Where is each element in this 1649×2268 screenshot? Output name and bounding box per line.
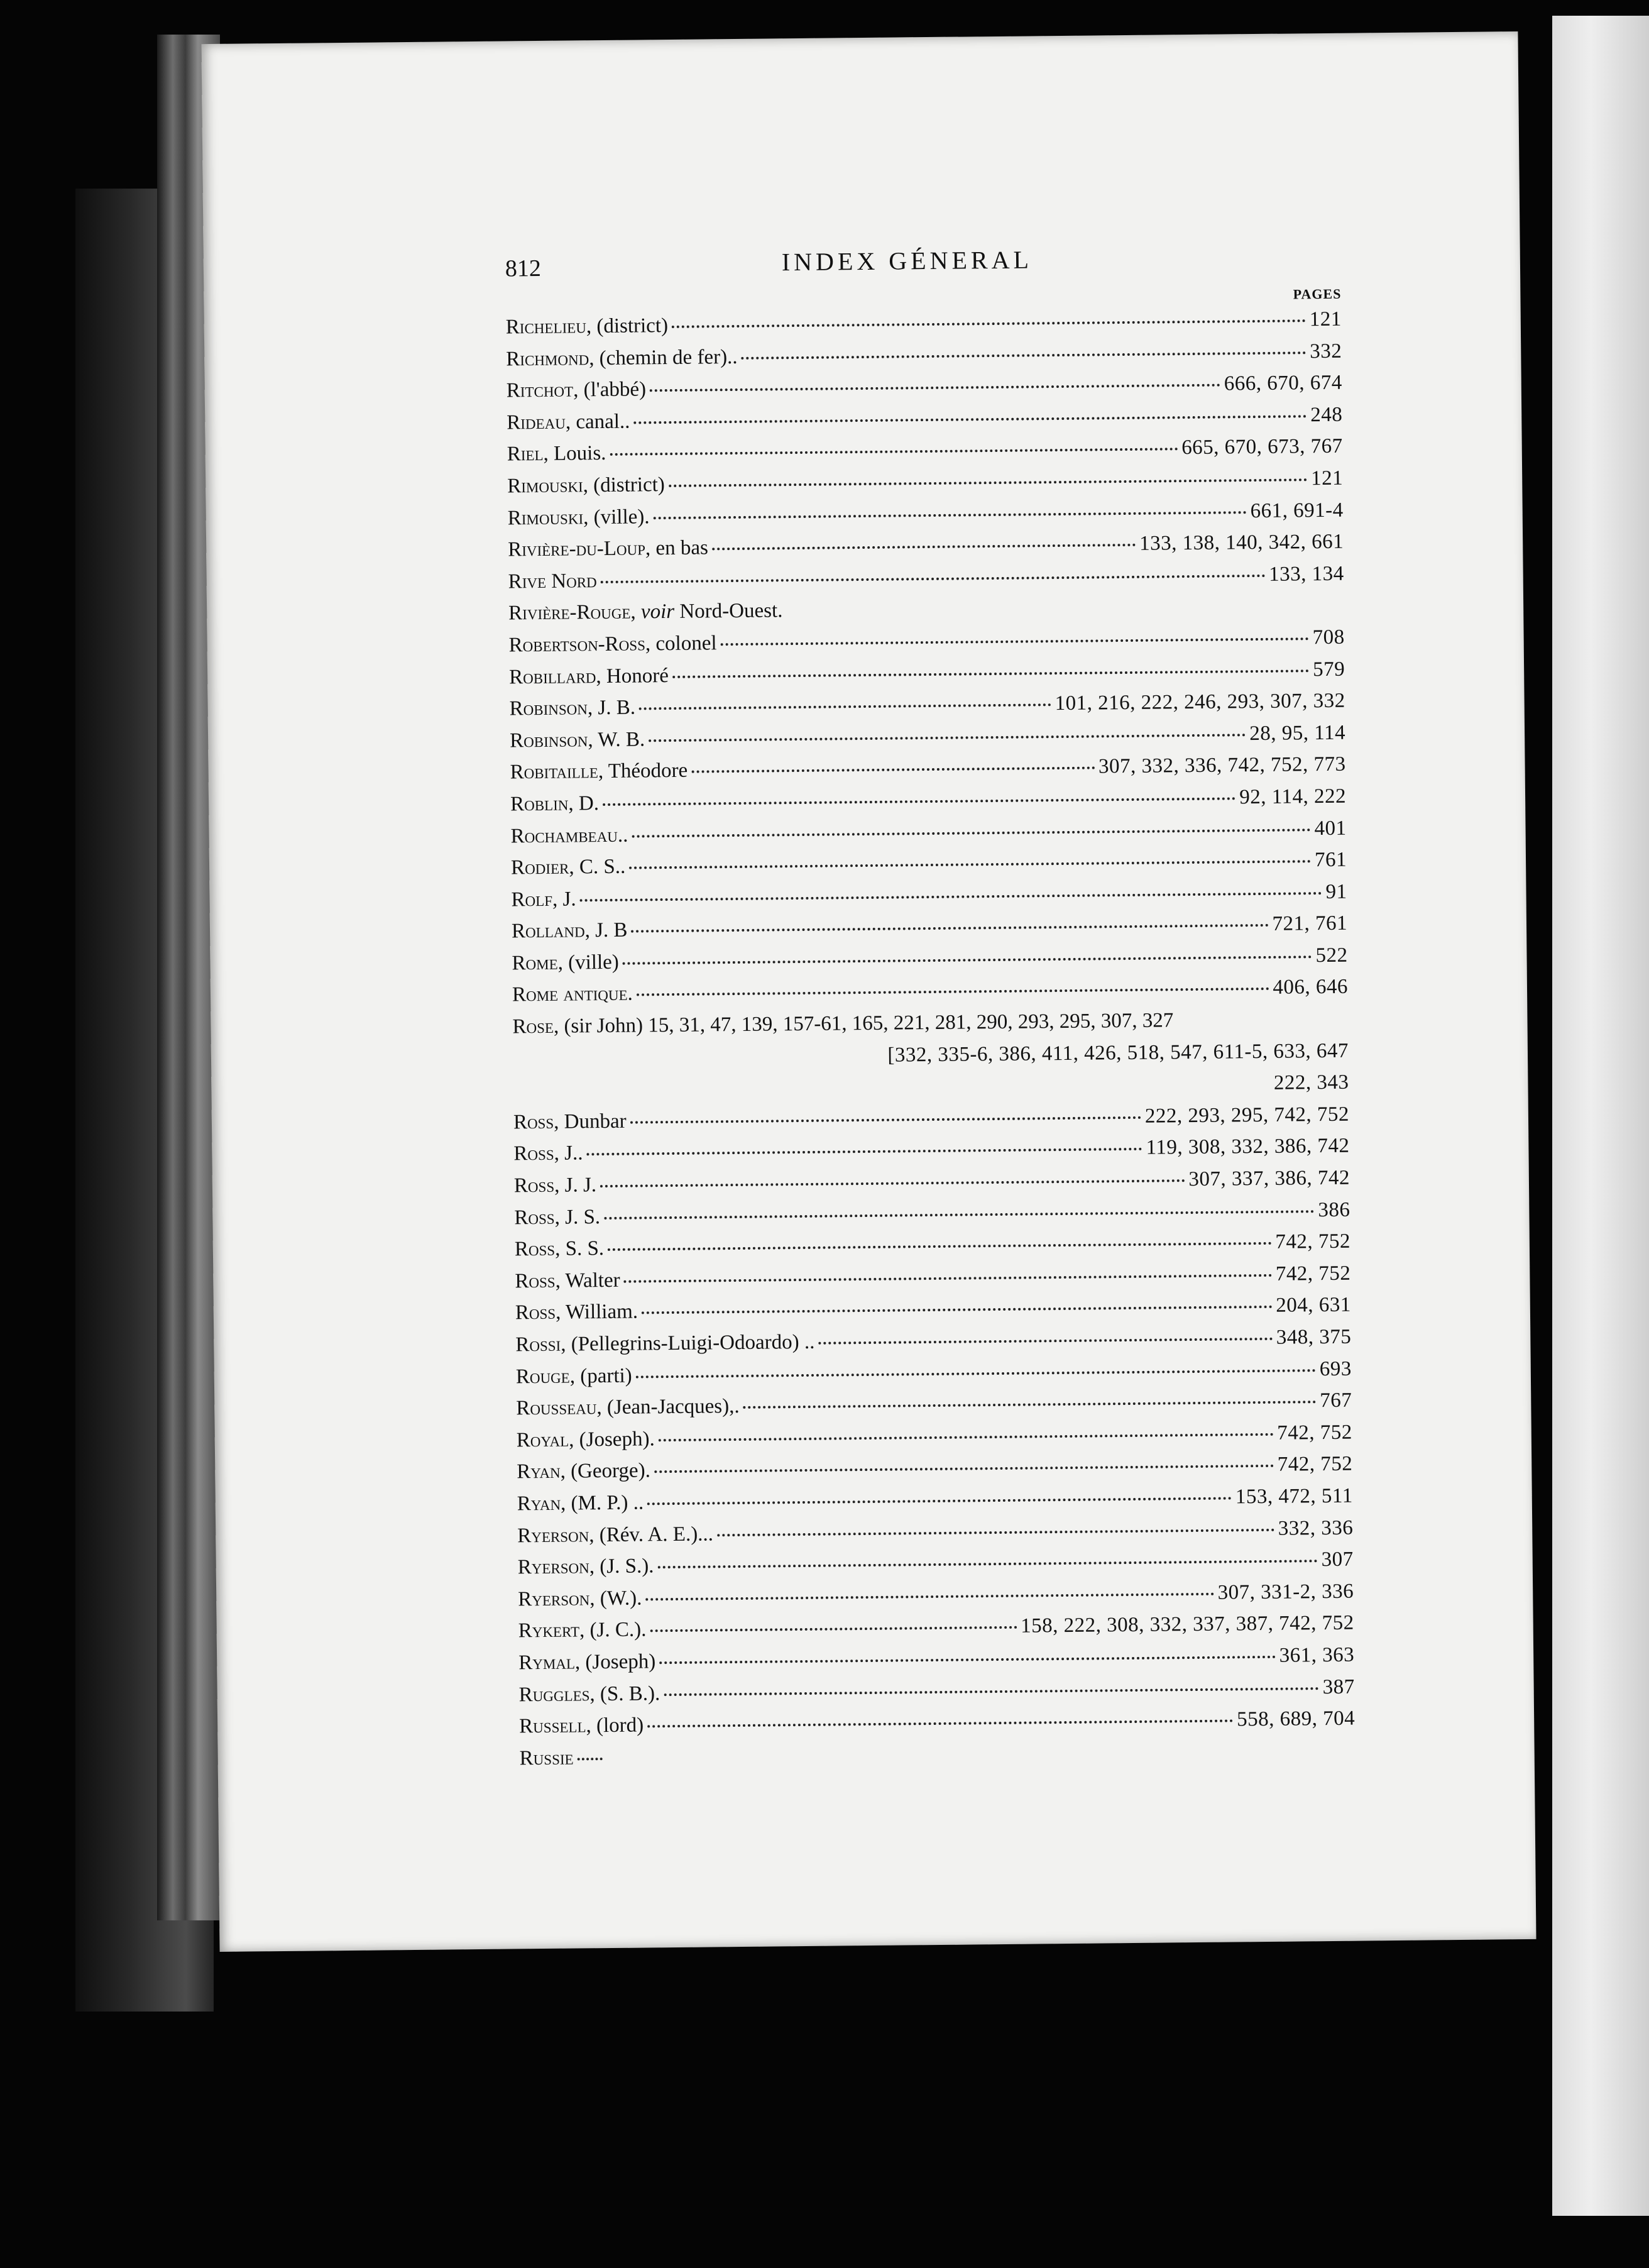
dot-leader xyxy=(639,703,1051,710)
entry-heading: Ross xyxy=(514,1206,555,1230)
entry-heading: Russie xyxy=(519,1746,574,1770)
dot-leader xyxy=(659,1433,1274,1441)
entry-name xyxy=(515,1265,620,1297)
entry-detail: , W. B. xyxy=(588,728,645,751)
entry-pages: 101, 216, 222, 246, 293, 307, 332 xyxy=(1055,689,1345,715)
entry-pages: 332, 336 xyxy=(1278,1516,1354,1540)
entry-pages: 361, 363 xyxy=(1279,1643,1355,1667)
entry-pages: 332 xyxy=(1310,339,1342,363)
entry-detail: , (Joseph) xyxy=(574,1650,656,1674)
entry-name xyxy=(508,532,708,566)
running-head xyxy=(505,247,1342,293)
entry-pages: 92, 114, 222 xyxy=(1239,784,1347,809)
entry-pages: 742, 752 xyxy=(1277,1453,1353,1477)
dot-leader xyxy=(636,1369,1316,1378)
entry-detail: , (J. C.). xyxy=(579,1618,647,1642)
entry-detail: , Louis. xyxy=(543,442,606,466)
entry-detail: , (Pellegrins-Luigi-Odoardo) .. xyxy=(561,1330,815,1356)
dot-leader xyxy=(623,955,1312,965)
dot-leader xyxy=(743,1401,1317,1409)
entry-heading: Ritchot xyxy=(506,378,574,402)
continuation-pages: 222, 343 xyxy=(1273,1071,1349,1095)
entry-heading: Rimouski xyxy=(507,505,584,530)
entry-name xyxy=(510,788,599,820)
entry-heading: Rome xyxy=(512,951,558,975)
dot-leader xyxy=(647,1497,1232,1505)
entry-heading: Rolland xyxy=(511,919,585,943)
entry-heading: Ryerson xyxy=(517,1555,589,1579)
entry-heading: Robitaille xyxy=(510,760,599,784)
entry-pages: 767 xyxy=(1320,1389,1352,1412)
dot-leader xyxy=(691,767,1095,773)
entry-name xyxy=(507,374,647,407)
entry-detail: , J. B. xyxy=(587,696,636,720)
dot-leader xyxy=(657,1560,1317,1568)
entry-detail: , D. xyxy=(568,792,600,815)
entry-detail: , (ville) xyxy=(557,950,619,974)
dot-leader xyxy=(672,669,1309,678)
dot-leader xyxy=(633,415,1307,424)
entry-detail: , Dunbar xyxy=(554,1109,627,1133)
entry-heading: Rykert xyxy=(518,1619,580,1643)
entry-heading: Rodier xyxy=(510,856,569,879)
entry-heading: Rivière-Rouge xyxy=(508,600,631,625)
entry-name xyxy=(516,1390,740,1424)
dot-leader xyxy=(712,544,1136,550)
dot-leader xyxy=(600,1179,1185,1187)
dot-leader xyxy=(624,1274,1272,1283)
entry-name xyxy=(506,310,669,343)
index-entries xyxy=(506,304,1356,1775)
page-title: INDEX GÉNERAL xyxy=(781,245,1033,277)
entry-pages: 401 xyxy=(1314,817,1347,840)
page-number: 812 xyxy=(505,255,542,282)
entry-detail: , (Jean-Jacques),. xyxy=(596,1395,740,1419)
entry-name xyxy=(517,1518,713,1552)
entry-name xyxy=(510,724,645,757)
entry-detail: , William. xyxy=(555,1300,638,1324)
entry-heading: Rouge xyxy=(515,1365,570,1389)
entry-name xyxy=(517,1423,655,1456)
entry-name xyxy=(510,819,628,852)
entry-pages: 721, 761 xyxy=(1272,911,1348,936)
entry-heading: Rivière-du-Loup xyxy=(508,537,646,561)
entry-detail: , (George). xyxy=(560,1459,651,1484)
dot-leader xyxy=(659,1656,1275,1664)
entry-detail: , Théodore xyxy=(598,759,688,783)
entry-pages: 307, 331-2, 336 xyxy=(1217,1580,1354,1604)
entry-name xyxy=(508,595,783,630)
entry-detail: , J. B xyxy=(584,918,628,942)
entry-name xyxy=(511,883,576,916)
entry-name xyxy=(512,915,628,947)
entry-name xyxy=(507,405,630,438)
entry-detail: , (Joseph). xyxy=(568,1428,655,1451)
entry-name xyxy=(514,1201,600,1234)
entry-detail: .. xyxy=(617,823,628,847)
entry-pages: 579 xyxy=(1312,658,1345,681)
entry-heading: Ryan xyxy=(517,1460,561,1484)
dot-leader xyxy=(630,1116,1141,1124)
entry-pages: 222, 293, 295, 742, 752 xyxy=(1144,1103,1350,1128)
entry-heading: Ross xyxy=(513,1110,554,1134)
entry-pages: 661, 691-4 xyxy=(1250,498,1344,522)
entry-detail: , (S. B.). xyxy=(589,1682,660,1705)
entry-pages: 666, 670, 674 xyxy=(1224,371,1342,395)
entry-pages: 742, 752 xyxy=(1277,1421,1352,1445)
entry-pages: 307, 332, 336, 742, 752, 773 xyxy=(1098,753,1346,778)
dot-leader xyxy=(664,1687,1318,1696)
dot-leader xyxy=(610,448,1178,456)
see-reference: voir xyxy=(640,600,675,624)
entry-pages: 742, 752 xyxy=(1275,1230,1351,1254)
entry-pages: 387 xyxy=(1322,1675,1355,1698)
dot-leader xyxy=(603,797,1235,806)
entry-heading: Richmond xyxy=(506,346,589,371)
dot-leader xyxy=(608,1242,1271,1251)
entry-heading: Royal xyxy=(516,1428,569,1452)
entry-name xyxy=(518,1550,654,1583)
entry-name xyxy=(518,1646,656,1679)
entry-detail: , colonel xyxy=(645,632,717,656)
entry-heading: Ryerson xyxy=(518,1587,590,1611)
entry-name xyxy=(519,1710,644,1742)
dot-leader xyxy=(629,860,1311,869)
entry-detail: , (parti) xyxy=(569,1364,632,1388)
entry-detail: , xyxy=(630,600,642,624)
entry-pages: 307 xyxy=(1321,1548,1354,1572)
entry-name xyxy=(517,1487,644,1520)
entry-name xyxy=(509,692,635,725)
entry-name xyxy=(518,1678,660,1711)
entry-name xyxy=(515,1233,605,1265)
dot-leader xyxy=(645,1593,1213,1601)
entry-pages: 522 xyxy=(1315,944,1348,967)
entry-pages: 307, 337, 386, 742 xyxy=(1188,1166,1350,1191)
entry-pages: 558, 689, 704 xyxy=(1236,1707,1356,1731)
entry-name xyxy=(518,1614,646,1648)
dot-leader xyxy=(742,351,1307,360)
page-content xyxy=(505,247,1356,1775)
entry-name xyxy=(508,565,596,598)
dot-leader xyxy=(647,1720,1233,1728)
entry-pages: 386 xyxy=(1318,1198,1350,1221)
entry-pages: 665, 670, 673, 767 xyxy=(1181,435,1343,460)
entry-pages: 91 xyxy=(1325,880,1347,903)
entry-pages: 708 xyxy=(1312,625,1345,649)
entry-name xyxy=(508,627,716,661)
entry-heading: Rideau xyxy=(507,410,566,434)
entry-pages: 121 xyxy=(1311,466,1344,490)
entry-name xyxy=(515,1326,814,1361)
entry-detail: , (chemin de fer).. xyxy=(589,345,738,370)
entry-heading: Rochambeau xyxy=(510,823,618,847)
entry-name xyxy=(517,1455,650,1489)
entry-name xyxy=(508,501,650,534)
entry-heading: Ross xyxy=(513,1174,555,1197)
entry-detail: , J.. xyxy=(554,1142,583,1165)
entry-pages: 761 xyxy=(1314,848,1347,872)
entry-heading: Russell xyxy=(519,1714,586,1738)
pages-column-label: PAGES xyxy=(1293,285,1342,302)
entry-pages: 693 xyxy=(1319,1357,1352,1380)
entry-heading: Rose xyxy=(512,1015,554,1038)
entry-heading: Richelieu xyxy=(505,315,587,339)
facing-page-edge xyxy=(1552,16,1649,2216)
dot-leader xyxy=(654,511,1247,519)
entry-pages: 133, 134 xyxy=(1268,562,1344,586)
entry-pages: 248 xyxy=(1310,403,1343,426)
dot-leader xyxy=(631,924,1268,933)
entry-detail: . xyxy=(627,983,633,1006)
entry-detail: , (J. S.). xyxy=(589,1555,654,1578)
entry-name xyxy=(512,978,633,1011)
entry-heading: Roblin xyxy=(510,792,569,816)
dot-leader xyxy=(637,988,1269,996)
entry-name xyxy=(512,947,619,979)
entry-detail: , (lord) xyxy=(586,1714,644,1737)
continuation-pages: [332, 335-6, 386, 411, 426, 518, 547, 611-5, 633, 647 xyxy=(887,1039,1349,1067)
entry-heading: Rousseau xyxy=(516,1396,597,1420)
entry-detail: , Walter xyxy=(555,1269,620,1292)
entry-name xyxy=(518,1582,642,1615)
dot-leader xyxy=(632,828,1310,837)
entry-detail: , C. S.. xyxy=(569,855,626,879)
entry-name xyxy=(515,1296,638,1329)
entry-detail: , (Rév. A. E.)... xyxy=(589,1522,714,1546)
entry-pages: 28, 95, 114 xyxy=(1249,721,1346,745)
dot-leader xyxy=(587,1148,1142,1155)
book-page xyxy=(201,31,1536,1952)
entry-detail: , (ville). xyxy=(583,505,650,529)
entry-detail: , (l'abbé) xyxy=(572,378,647,402)
dot-leader xyxy=(601,575,1266,583)
entry-heading: Rossi xyxy=(515,1333,561,1357)
entry-name xyxy=(516,1360,632,1392)
entry-pages: 158, 222, 308, 332, 337, 387, 742, 752 xyxy=(1021,1611,1354,1638)
entry-heading: Ross xyxy=(515,1301,556,1324)
entry-heading: Rive Nord xyxy=(508,569,597,593)
entry-name xyxy=(513,1138,583,1170)
entry-heading: Rymal xyxy=(518,1651,576,1675)
entry-detail: , (district) xyxy=(586,314,669,338)
entry-name xyxy=(513,1106,627,1138)
dot-leader xyxy=(654,1465,1274,1473)
entry-heading: Robinson xyxy=(509,728,588,752)
entry-pages: 406, 646 xyxy=(1273,976,1349,999)
entry-pages: 153, 472, 511 xyxy=(1235,1484,1353,1509)
dot-leader xyxy=(650,384,1220,392)
entry-detail: , (W.). xyxy=(589,1587,642,1610)
entry-name xyxy=(509,660,669,693)
entry-heading: Ross xyxy=(513,1142,554,1165)
entry-heading: Rimouski xyxy=(507,474,583,498)
entry-heading: Ross xyxy=(515,1269,556,1293)
entry-detail: , canal.. xyxy=(565,410,630,434)
entry-detail: , (sir John) 15, 31, 47, 139, 157-61, 165, 221, 281, 290, 293, 295, 307, 327 xyxy=(553,1009,1174,1038)
dot-leader xyxy=(721,637,1309,646)
see-reference-target: Nord-Ouest. xyxy=(674,599,783,624)
dot-leader xyxy=(642,1306,1272,1314)
entry-detail: , S. S. xyxy=(554,1237,605,1261)
entry-pages: 121 xyxy=(1309,307,1342,331)
dot-leader xyxy=(649,734,1246,742)
entry-heading: Ryan xyxy=(517,1492,561,1516)
dot-leader xyxy=(580,892,1322,901)
entry-name xyxy=(514,1169,597,1202)
entry-detail: , J. J. xyxy=(554,1174,597,1197)
entry-name xyxy=(506,341,738,375)
entry-name xyxy=(510,755,688,788)
entry-pages: 348, 375 xyxy=(1276,1325,1352,1349)
entry-heading: Rolf xyxy=(511,888,553,911)
dot-leader xyxy=(650,1626,1017,1632)
entry-heading: Robertson-Ross xyxy=(508,632,646,657)
dot-leader xyxy=(717,1528,1274,1536)
entry-pages: 119, 308, 332, 386, 742 xyxy=(1146,1135,1350,1160)
entry-pages: 133, 138, 140, 342, 661 xyxy=(1139,530,1344,555)
dot-leader xyxy=(672,319,1306,328)
entry-heading: Riel xyxy=(507,443,544,466)
entry-detail: , J. xyxy=(552,888,576,911)
dot-leader xyxy=(578,1758,603,1760)
entry-detail: , (M. P.) .. xyxy=(560,1491,644,1515)
entry-heading: Ryerson xyxy=(517,1523,589,1547)
entry-detail: , (district) xyxy=(583,473,665,497)
entry-pages: 742, 752 xyxy=(1275,1262,1351,1285)
entry-detail: , J. S. xyxy=(554,1205,601,1229)
entry-detail: , en bas xyxy=(645,536,709,560)
entry-pages: 204, 631 xyxy=(1276,1294,1351,1318)
entry-name xyxy=(507,438,606,470)
dot-leader xyxy=(604,1210,1314,1219)
entry-heading: Robinson xyxy=(509,696,588,720)
entry-heading: Rome antique xyxy=(512,983,628,1006)
dot-leader xyxy=(669,478,1307,487)
entry-name xyxy=(507,469,665,502)
entry-name xyxy=(511,851,626,884)
entry-heading: Robillard xyxy=(508,664,596,689)
entry-detail: , Honoré xyxy=(596,664,669,688)
entry-heading: Ruggles xyxy=(518,1682,590,1706)
entry-heading: Ross xyxy=(514,1238,556,1261)
entry-name xyxy=(519,1742,573,1774)
dot-leader xyxy=(818,1338,1272,1345)
